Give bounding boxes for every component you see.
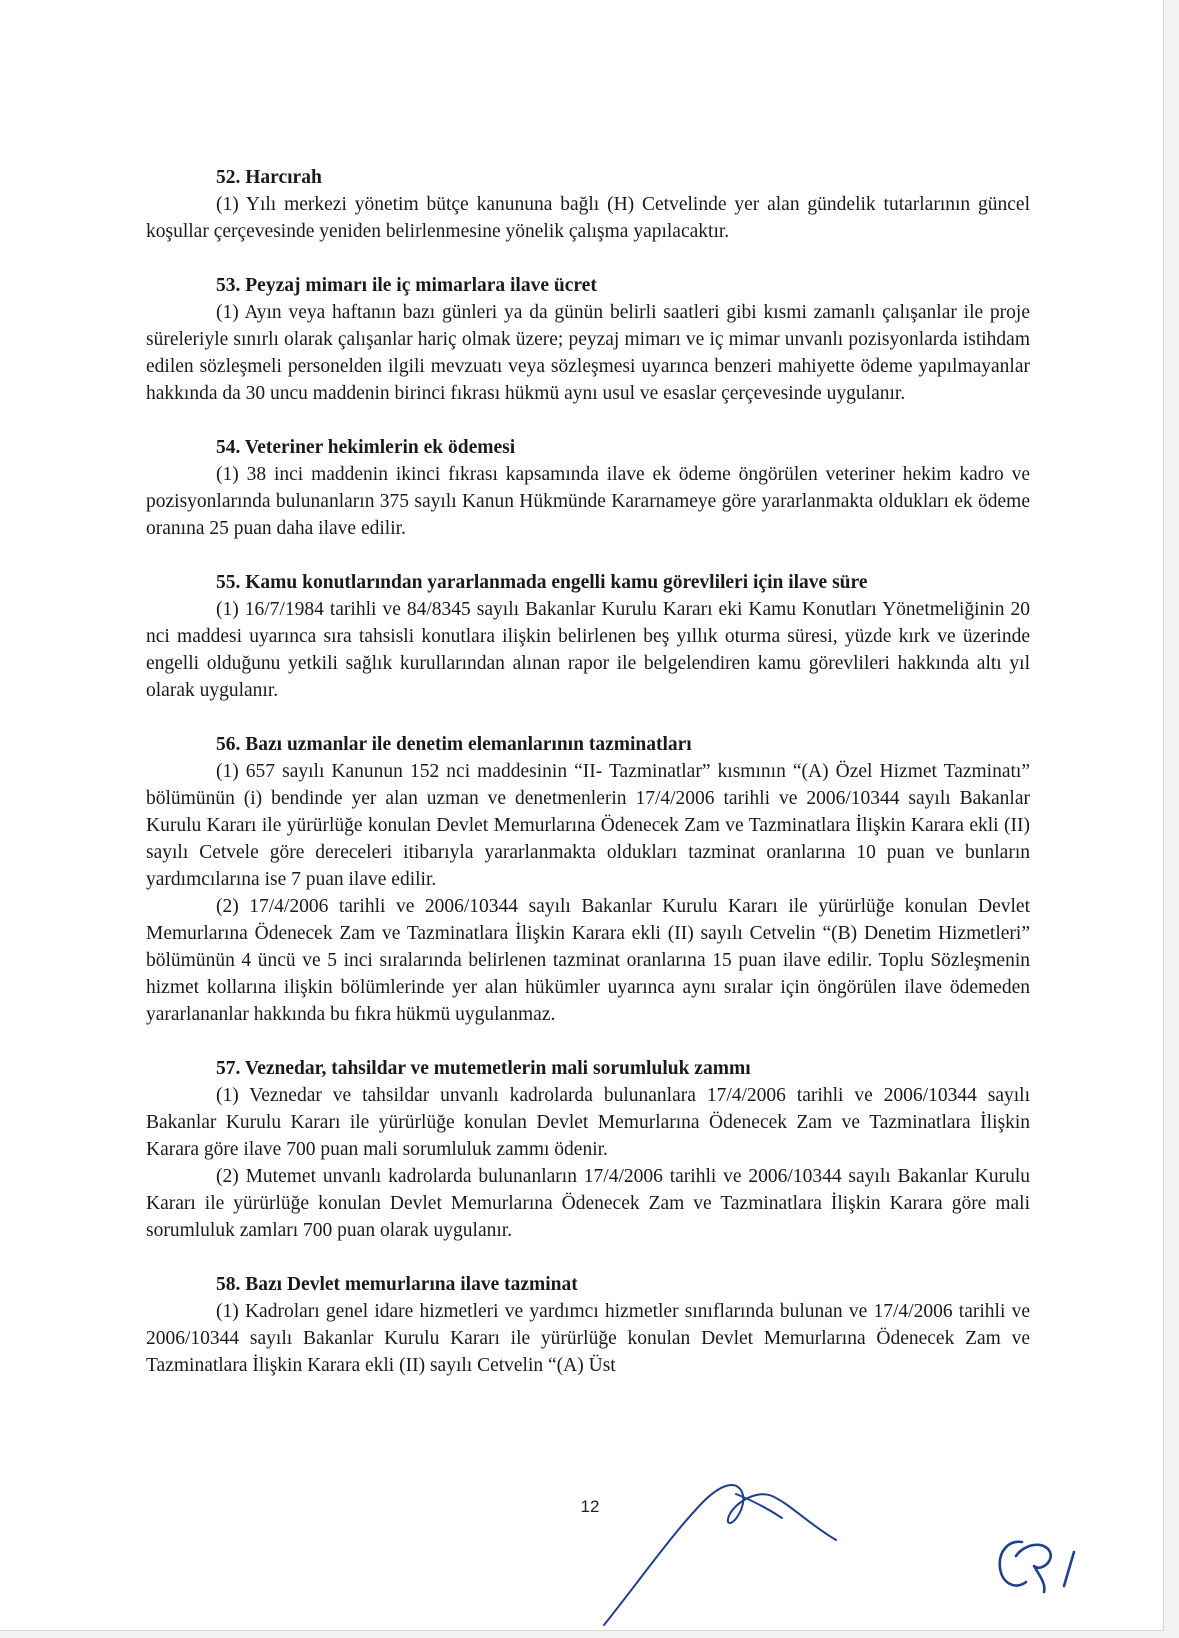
article-title: 53. Peyzaj mimarı ile iç mimarlara ilave ücret <box>216 275 597 296</box>
page-number: 12 <box>580 1497 600 1516</box>
article-paragraph: (1) 16/7/1984 tarihli ve 84/8345 sayılı Bakanlar Kurulu Kararı eki Kamu Konutları Yönetmeliğinin 20 nci maddesi uyarınca sıra tahsisli konutlara ilişkin belirlenen beş yıllık oturma süresi, yüzde kırk ve üzerinde engelli olduğunu yetkili sağlık kurullarından alınan rapor ile belgelendiren kamu görevlileri hakkında altı yıl olarak uygulanır. <box>146 599 1030 701</box>
article-52 <box>146 164 1030 245</box>
article-paragraph: (1) Yılı merkezi yönetim bütçe kanununa bağlı (H) Cetvelinde yer alan gündelik tutarlarının güncel koşullar çerçevesinde yeniden belirlenmesine yönelik çalışma yapılacaktır. <box>146 194 1030 242</box>
article-title: 58. Bazı Devlet memurlarına ilave tazminat <box>216 1274 578 1295</box>
article-paragraph: (2) Mutemet unvanlı kadrolarda bulunanların 17/4/2006 tarihli ve 2006/10344 sayılı Bakanlar Kurulu Kararı ile yürürlüğe konulan Devlet Memurlarına Ödenecek Zam ve Tazminatlara İlişkin Karara göre mali sorumluluk zamları 700 puan olarak uygulanır. <box>146 1166 1030 1241</box>
article-title: 55. Kamu konutlarından yararlanmada engelli kamu görevlileri için ilave süre <box>216 572 868 593</box>
article-paragraph: (1) Veznedar ve tahsildar unvanlı kadrolarda bulunanlara 17/4/2006 tarihli ve 2006/10344 sayılı Bakanlar Kurulu Kararı ile yürürlüğe konulan Devlet Memurlarına Ödenecek Zam ve Tazminatlara İlişkin Karara göre ilave 700 puan mali sorumluluk zammı ödenir. <box>146 1085 1030 1160</box>
article-56 <box>146 731 1030 1028</box>
article-title: 52. Harcırah <box>216 167 322 188</box>
article-55 <box>146 569 1030 704</box>
article-paragraph: (2) 17/4/2006 tarihli ve 2006/10344 sayılı Bakanlar Kurulu Kararı ile yürürlüğe konulan Devlet Memurlarına Ödenecek Zam ve Tazminatlara İlişkin Karara ekli (II) sayılı Cetvelin “(B) Denetim Hizmetleri” bölümünün 4 üncü ve 5 inci sıralarında belirlenen tazminat oranlarına 15 puan ilave edilir. Toplu Sözleşmenin hizmet kollarına ilişkin bölümlerinde yer alan hükümler uyarınca aynı sıralar için öngörülen ilave ödemeden yararlananlar hakkında bu fıkra hükmü uygulanmaz. <box>146 896 1030 1025</box>
article-title: 57. Veznedar, tahsildar ve mutemetlerin mali sorumluluk zammı <box>216 1058 751 1079</box>
article-53 <box>146 272 1030 407</box>
article-paragraph: (1) 38 inci maddenin ikinci fıkrası kapsamında ilave ek ödeme öngörülen veteriner hekim kadro ve pozisyonlarında bulunanların 375 sayılı Kanun Hükmünde Kararnameye göre yararlanmakta oldukları ek ödeme oranına 25 puan daha ilave edilir. <box>146 464 1030 539</box>
article-58 <box>146 1271 1030 1379</box>
article-paragraph: (1) Kadroları genel idare hizmetleri ve yardımcı hizmetler sınıflarında bulunan ve 17/4/2006 tarihli ve 2006/10344 sayılı Bakanlar Kurulu Kararı ile yürürlüğe konulan Devlet Memurlarına Ödenecek Zam ve Tazminatlara İlişkin Karara ekli (II) sayılı Cetvelin “(A) Üst <box>146 1301 1030 1376</box>
article-54 <box>146 434 1030 542</box>
article-paragraph: (1) 657 sayılı Kanunun 152 nci maddesinin “II- Tazminatlar” kısmının “(A) Özel Hizmet Tazminatı” bölümünün (i) bendinde yer alan uzman ve denetmenlerin 17/4/2006 tarihli ve 2006/10344 sayılı Bakanlar Kurulu Kararı ile yürürlüğe konulan Devlet Memurlarına Ödenecek Zam ve Tazminatlara İlişkin Karara ekli (II) sayılı Cetvele göre dereceleri itibarıyla yararlanmakta oldukları tazminat oranlarına 10 puan ve bunların yardımcılarına ise 7 puan ilave edilir. <box>146 761 1030 890</box>
article-paragraph: (1) Ayın veya haftanın bazı günleri ya da günün belirli saatleri gibi kısmi zamanlı çalışanlar ile proje süreleriyle sınırlı olarak çalışanlar hariç olmak üzere; peyzaj mimarı ve iç mimar unvanlı pozisyonlarda istihdam edilen sözleşmeli personelden ilgili mevzuatı veya sözleşmesi uyarınca benzeri mahiyette ödeme yapılmayanlar hakkında da 30 uncu maddenin birinci fıkrası hükmü aynı usul ve esaslar çerçevesinde uygulanır. <box>146 302 1030 404</box>
article-title: 56. Bazı uzmanlar ile denetim elemanlarının tazminatları <box>216 734 692 755</box>
article-title: 54. Veteriner hekimlerin ek ödemesi <box>216 437 516 458</box>
article-57 <box>146 1055 1030 1244</box>
document-body <box>146 164 1030 1406</box>
